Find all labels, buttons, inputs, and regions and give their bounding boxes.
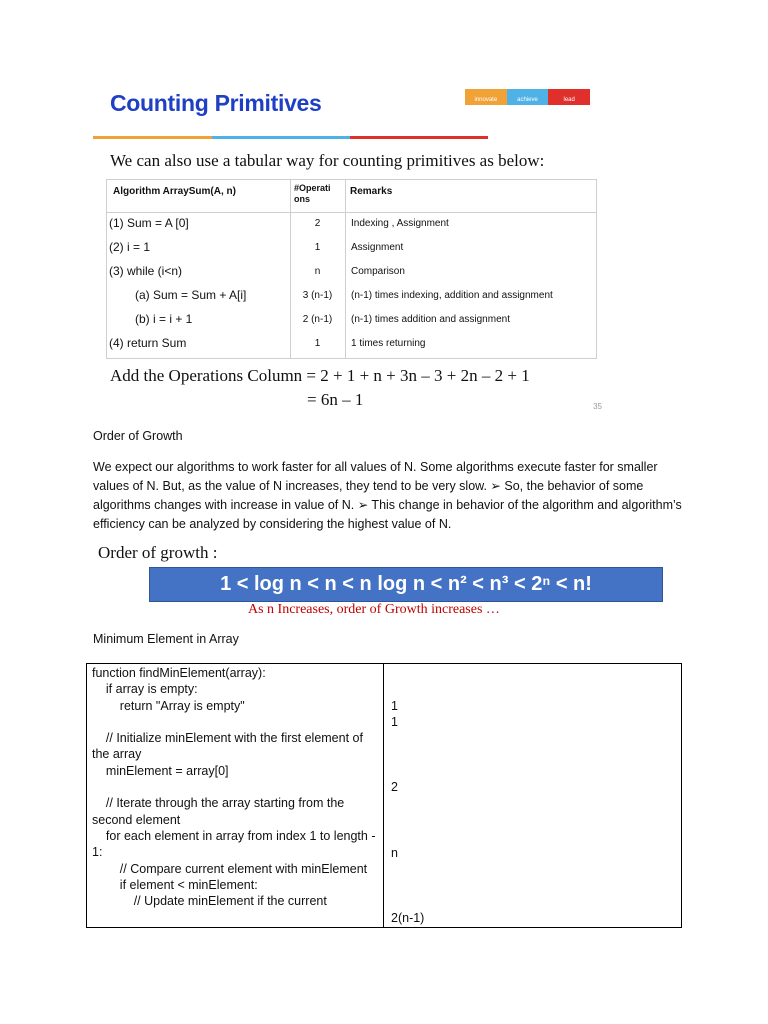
tagline-banner [465,89,590,105]
row-operations: 1 [314,338,321,349]
row-algorithm: (1) Sum = A [0] [109,216,189,230]
row-remark: Comparison [351,266,405,277]
row-algorithm: (b) i = i + 1 [135,312,193,326]
cost-value: 1 [391,715,398,729]
slide-title: Counting Primitives [110,90,322,116]
row-operations: 3 (n-1) [302,290,333,301]
row-algorithm: (3) while (i<n) [109,264,183,278]
code-cost-table [86,663,682,928]
row-remark: (n-1) times indexing, addition and assignment [351,290,553,301]
tagline-lead: lead [548,89,590,105]
heading-order-of-growth: Order of Growth [93,429,183,443]
operations-sum: Add the Operations Column = 2 + 1 + n + 3n – 3 + 2n – 2 + 1 [110,366,530,385]
slide-intro: We can also use a tabular way for counting primitives as below: [110,151,545,170]
cost-value: 2(n-1) [391,911,425,925]
heading-minimum-element: Minimum Element in Array [93,632,239,646]
row-algorithm: (4) return Sum [109,336,187,350]
header-operations: #Operati ons [294,183,331,204]
tagline-achieve: achieve [507,89,549,105]
row-operations: 1 [314,242,321,253]
row-remark: Indexing , Assignment [351,218,449,229]
table-row [107,237,596,261]
pseudocode-cell: function findMinElement(array): if array is empty: return "Array is empty" // Initialize minElement with the first element of the array minElement = array[0] // Iterate through the array starting from the second element for each element in array from index 1 to length - 1: // Compare current element with minElement if element < minElement: // Update minElement if the current [92,666,376,909]
order-of-growth-label: Order of growth : [98,543,218,562]
tagline-innovate: innovate [465,89,507,105]
row-operations: 2 [314,218,321,229]
table-row [107,213,596,237]
cost-value: 1 [391,699,398,713]
cost-value: 2 [391,780,398,794]
row-remark: 1 times returning [351,338,426,349]
slide-image [93,80,606,415]
title-underline [93,136,488,139]
row-operations: n [314,266,321,277]
table-row [107,333,596,357]
order-of-growth-caption: As n Increases, order of Growth increases … [248,602,500,617]
cost-value: n [391,846,398,860]
row-algorithm: (2) i = 1 [109,240,151,254]
header-remarks: Remarks [350,186,393,197]
operations-sum-result: = 6n – 1 [307,390,364,409]
table-row [107,309,596,333]
row-algorithm: (a) Sum = Sum + A[i] [135,288,247,302]
operations-table-header [107,180,596,213]
row-operations: 2 (n-1) [302,314,333,325]
header-algorithm: Algorithm ArraySum(A, n) [113,186,236,197]
row-remark: Assignment [351,242,404,253]
row-remark: (n-1) times addition and assignment [351,314,510,325]
table-row [107,261,596,285]
order-of-growth-paragraph: We expect our algorithms to work faster for all values of N. Some algorithms execute faster for smaller values of N. But, as the value of N increases, they tend to be very slow. ➢ So, the behavior of some algorithms changes with increase in value of N. ➢ This change in behavior of the algorithm and algorithm’s efficiency can be analyzed by considering the highest value of N. [93,460,682,531]
table-row [107,285,596,309]
slide-page-number: 35 [593,402,602,411]
operations-table [106,179,597,359]
order-of-growth-formula: 1 < log n < n < n log n < n² < n³ < 2ⁿ < n! [149,567,663,602]
